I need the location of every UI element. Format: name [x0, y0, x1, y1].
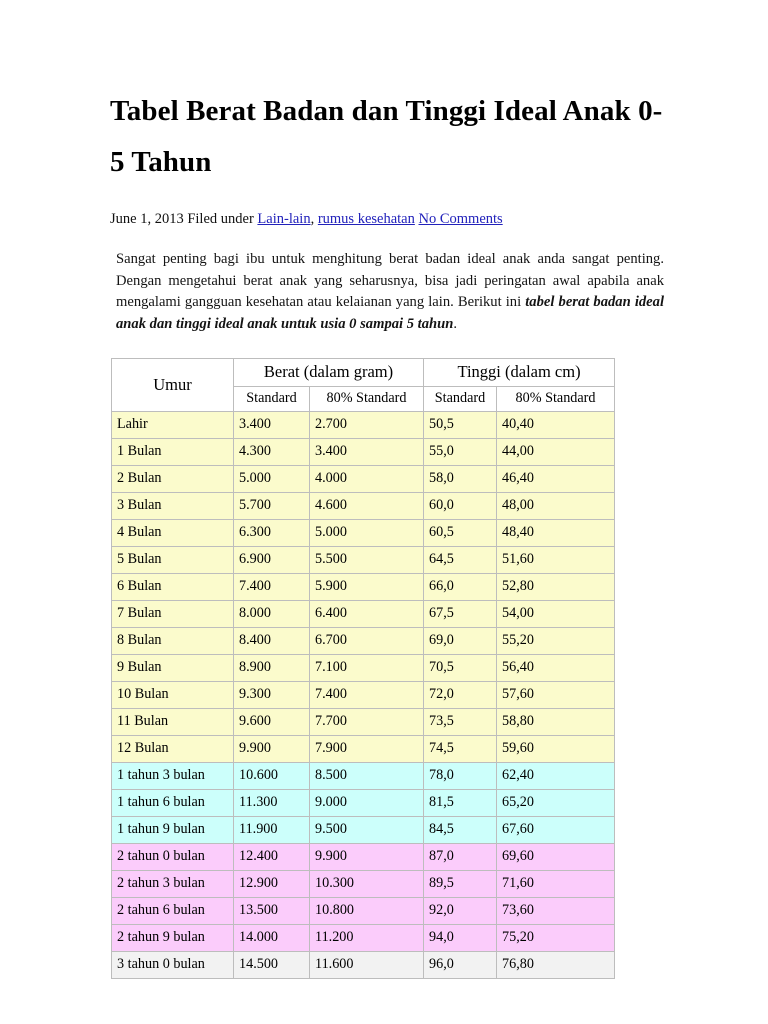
cell-tinggi-standard: 60,0	[424, 493, 496, 519]
article-meta	[110, 210, 668, 228]
column-header-umur: Umur	[112, 359, 233, 411]
table-row	[112, 493, 614, 519]
table-row	[112, 871, 614, 897]
growth-table-wrap	[111, 358, 613, 979]
cell-berat-80: 5.500	[310, 547, 423, 573]
cell-berat-standard: 5.700	[234, 493, 309, 519]
table-row	[112, 628, 614, 654]
table-row	[112, 520, 614, 546]
cell-umur: Lahir	[112, 412, 233, 438]
intro-text: Sangat penting bagi ibu untuk menghitung berat badan ideal anak anda sangat penting. Dengan mengetahui berat anak yang seharusnya, bisa jadi peringatan awal apabila anak mengalami gangguan kesehatan atau kelaianan yang lain. Berikut ini	[116, 251, 664, 310]
cell-berat-80: 5.000	[310, 520, 423, 546]
cell-tinggi-standard: 72,0	[424, 682, 496, 708]
growth-table	[111, 358, 615, 979]
cell-tinggi-80: 51,60	[497, 547, 614, 573]
table-row	[112, 655, 614, 681]
table-row	[112, 412, 614, 438]
cell-tinggi-80: 67,60	[497, 817, 614, 843]
cell-umur: 3 tahun 0 bulan	[112, 952, 233, 978]
table-row	[112, 601, 614, 627]
cell-berat-standard: 3.400	[234, 412, 309, 438]
cell-umur: 2 tahun 9 bulan	[112, 925, 233, 951]
cell-berat-standard: 12.400	[234, 844, 309, 870]
table-body	[112, 412, 614, 978]
table-row	[112, 736, 614, 762]
cell-tinggi-80: 55,20	[497, 628, 614, 654]
cell-berat-80: 11.200	[310, 925, 423, 951]
cell-berat-80: 8.500	[310, 763, 423, 789]
table-row	[112, 439, 614, 465]
cell-berat-standard: 9.600	[234, 709, 309, 735]
cell-umur: 3 Bulan	[112, 493, 233, 519]
cell-tinggi-standard: 74,5	[424, 736, 496, 762]
table-header-row-groups	[112, 359, 614, 386]
publish-date: June 1, 2013	[110, 211, 184, 227]
cell-tinggi-80: 57,60	[497, 682, 614, 708]
cell-berat-80: 7.100	[310, 655, 423, 681]
cell-tinggi-standard: 70,5	[424, 655, 496, 681]
cell-tinggi-standard: 96,0	[424, 952, 496, 978]
table-row	[112, 574, 614, 600]
cell-berat-80: 6.400	[310, 601, 423, 627]
table-row	[112, 790, 614, 816]
cell-umur: 5 Bulan	[112, 547, 233, 573]
table-row	[112, 925, 614, 951]
cell-umur: 7 Bulan	[112, 601, 233, 627]
cell-berat-standard: 9.300	[234, 682, 309, 708]
cell-umur: 2 tahun 6 bulan	[112, 898, 233, 924]
category-link-rumus-kesehatan[interactable]: rumus kesehatan	[317, 211, 415, 227]
cell-berat-standard: 8.400	[234, 628, 309, 654]
cell-tinggi-80: 75,20	[497, 925, 614, 951]
column-header-berat-standard: Standard	[234, 387, 309, 411]
cell-umur: 10 Bulan	[112, 682, 233, 708]
cell-tinggi-80: 73,60	[497, 898, 614, 924]
table-row	[112, 682, 614, 708]
cell-berat-80: 11.600	[310, 952, 423, 978]
cell-berat-80: 4.600	[310, 493, 423, 519]
cell-umur: 1 tahun 3 bulan	[112, 763, 233, 789]
cell-tinggi-standard: 94,0	[424, 925, 496, 951]
column-group-header-berat: Berat (dalam gram)	[234, 359, 423, 386]
table-row	[112, 709, 614, 735]
column-header-tinggi-80: 80% Standard	[497, 387, 614, 411]
cell-berat-80: 10.800	[310, 898, 423, 924]
cell-tinggi-standard: 78,0	[424, 763, 496, 789]
cell-berat-standard: 14.000	[234, 925, 309, 951]
cell-tinggi-80: 46,40	[497, 466, 614, 492]
cell-berat-standard: 5.000	[234, 466, 309, 492]
intro-paragraph	[116, 249, 664, 335]
table-row	[112, 844, 614, 870]
intro-tail: .	[453, 315, 458, 332]
cell-umur: 2 tahun 0 bulan	[112, 844, 233, 870]
cell-tinggi-80: 54,00	[497, 601, 614, 627]
cell-berat-80: 7.400	[310, 682, 423, 708]
cell-tinggi-standard: 73,5	[424, 709, 496, 735]
cell-tinggi-80: 48,00	[497, 493, 614, 519]
cell-berat-standard: 14.500	[234, 952, 309, 978]
cell-berat-80: 10.300	[310, 871, 423, 897]
cell-umur: 2 tahun 3 bulan	[112, 871, 233, 897]
cell-tinggi-standard: 66,0	[424, 574, 496, 600]
cell-berat-80: 7.700	[310, 709, 423, 735]
cell-umur: 8 Bulan	[112, 628, 233, 654]
cell-tinggi-standard: 81,5	[424, 790, 496, 816]
cell-tinggi-80: 69,60	[497, 844, 614, 870]
page-title: Tabel Berat Badan dan Tinggi Ideal Anak 0-5 Tahun	[110, 95, 663, 178]
cell-tinggi-standard: 87,0	[424, 844, 496, 870]
cell-tinggi-80: 56,40	[497, 655, 614, 681]
cell-berat-standard: 11.300	[234, 790, 309, 816]
cell-berat-standard: 6.900	[234, 547, 309, 573]
cell-berat-standard: 13.500	[234, 898, 309, 924]
cell-tinggi-standard: 67,5	[424, 601, 496, 627]
filed-under-label: Filed under	[187, 211, 254, 227]
column-group-header-tinggi: Tinggi (dalam cm)	[424, 359, 614, 386]
cell-berat-80: 9.900	[310, 844, 423, 870]
cell-umur: 1 Bulan	[112, 439, 233, 465]
intro-emphasis: tabel berat badan ideal anak dan tinggi ideal anak untuk usia 0 sampai 5 tahun	[116, 294, 664, 332]
cell-umur: 6 Bulan	[112, 574, 233, 600]
table-head	[112, 359, 614, 411]
cell-tinggi-standard: 84,5	[424, 817, 496, 843]
cell-berat-standard: 12.900	[234, 871, 309, 897]
cell-berat-standard: 10.600	[234, 763, 309, 789]
cell-tinggi-standard: 64,5	[424, 547, 496, 573]
cell-berat-standard: 8.000	[234, 601, 309, 627]
cell-umur: 4 Bulan	[112, 520, 233, 546]
table-row	[112, 952, 614, 978]
comments-link[interactable]: No Comments	[418, 211, 503, 227]
cell-tinggi-80: 71,60	[497, 871, 614, 897]
table-row	[112, 466, 614, 492]
cell-berat-80: 7.900	[310, 736, 423, 762]
cell-berat-standard: 6.300	[234, 520, 309, 546]
cell-berat-standard: 4.300	[234, 439, 309, 465]
cell-tinggi-80: 76,80	[497, 952, 614, 978]
cell-berat-standard: 11.900	[234, 817, 309, 843]
cell-tinggi-80: 58,80	[497, 709, 614, 735]
table-row	[112, 547, 614, 573]
table-row	[112, 817, 614, 843]
cell-berat-80: 9.500	[310, 817, 423, 843]
cell-berat-standard: 9.900	[234, 736, 309, 762]
cell-berat-80: 5.900	[310, 574, 423, 600]
cell-tinggi-standard: 69,0	[424, 628, 496, 654]
cell-berat-80: 9.000	[310, 790, 423, 816]
cell-tinggi-80: 65,20	[497, 790, 614, 816]
cell-berat-80: 3.400	[310, 439, 423, 465]
cell-berat-80: 2.700	[310, 412, 423, 438]
cell-tinggi-standard: 55,0	[424, 439, 496, 465]
cell-berat-80: 6.700	[310, 628, 423, 654]
meta-separator: ,	[310, 211, 315, 227]
cell-tinggi-80: 62,40	[497, 763, 614, 789]
table-row	[112, 898, 614, 924]
cell-tinggi-standard: 50,5	[424, 412, 496, 438]
column-header-berat-80: 80% Standard	[310, 387, 423, 411]
cell-tinggi-80: 40,40	[497, 412, 614, 438]
cell-tinggi-80: 48,40	[497, 520, 614, 546]
cell-berat-80: 4.000	[310, 466, 423, 492]
cell-tinggi-standard: 58,0	[424, 466, 496, 492]
cell-tinggi-standard: 89,5	[424, 871, 496, 897]
table-row	[112, 763, 614, 789]
cell-umur: 1 tahun 6 bulan	[112, 790, 233, 816]
cell-berat-standard: 7.400	[234, 574, 309, 600]
cell-tinggi-80: 52,80	[497, 574, 614, 600]
cell-umur: 11 Bulan	[112, 709, 233, 735]
cell-umur: 1 tahun 9 bulan	[112, 817, 233, 843]
cell-tinggi-80: 59,60	[497, 736, 614, 762]
cell-umur: 9 Bulan	[112, 655, 233, 681]
cell-umur: 12 Bulan	[112, 736, 233, 762]
cell-tinggi-standard: 60,5	[424, 520, 496, 546]
column-header-tinggi-standard: Standard	[424, 387, 496, 411]
cell-umur: 2 Bulan	[112, 466, 233, 492]
category-link-lain-lain[interactable]: Lain-lain	[257, 211, 311, 227]
cell-tinggi-80: 44,00	[497, 439, 614, 465]
cell-tinggi-standard: 92,0	[424, 898, 496, 924]
cell-berat-standard: 8.900	[234, 655, 309, 681]
